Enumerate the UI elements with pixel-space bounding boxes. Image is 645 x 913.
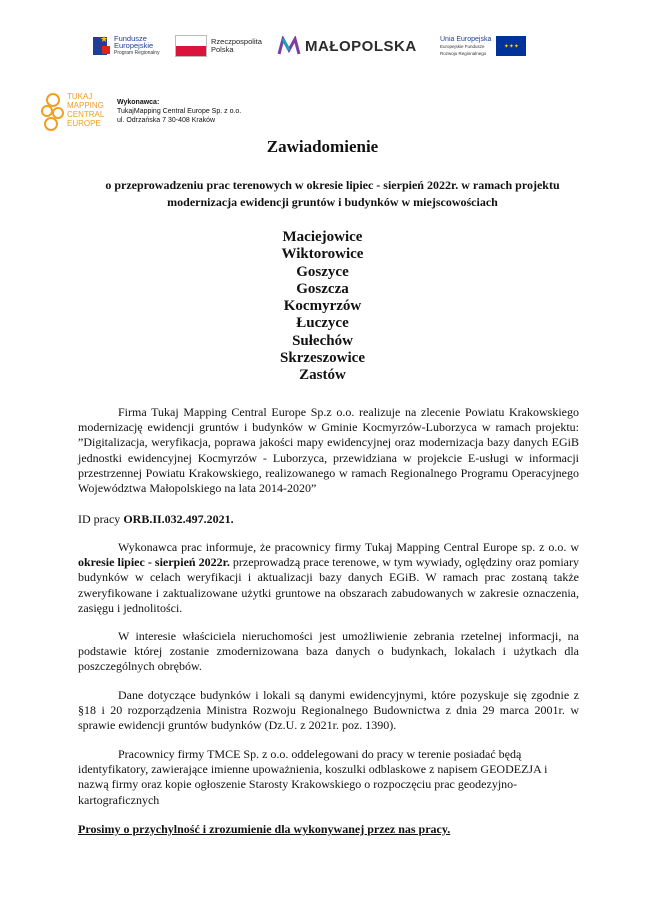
village-item: Goszyce [296,263,349,280]
republic-logo [175,28,262,64]
paragraph-staff-identification: Pracownicy firmy TMCE Sp. z o.o. oddelegowani do pracy w terenie posiadać będą identyfikatory, zawierające imienne upoważnienia, koszulki odblaskowe z napisem GEODEZJA i nazwą firmy oraz kopie ogłoszenie Starosty Krakowskiego o rozpoczęciu prac geodezyjno-kartograficznych [78,747,548,807]
funds-line2: Europejskie [114,41,154,51]
village-item: Kocmyrzów [283,298,362,315]
paragraph-project-description: Firma Tukaj Mapping Central Europe Sp.z o.o. realizuje na zlecenie Powiatu Krakowskiego modernizację ewidencji gruntów i budynków w Gminie Kocmyrzów-Luborzyca w ramach projektu: ”Digitalizacja, weryfikacja, poprawa jakości mapy ewidencyjnej oraz modernizacja bazy danych EGiB jednostki ewidencyjnej Kocmyrzów - Luborzyca, przewidziana w projekcie E-usługi w informacji przestrzennej Powiatu Krakowskiego, realizowanego w ramach Regionalnego Programu Operacyjnego Województwa Małopolskiego na lata 2014-2020” [78,405,579,496]
closing-statement: Prosimy o przychylność i zrozumienie dla wykonywanej przez nas pracy. [78,822,451,836]
eu-line1: Unia Europejska [440,35,492,43]
fieldwork-period: okresie lipiec - sierpień 2022r. [78,555,230,570]
company-logo-line3: CENTRAL [67,110,105,119]
eu-flag-icon: ✦✦✦ [496,36,526,56]
village-item: Maciejowice [282,229,363,245]
paragraph-legal-basis: Dane dotyczące budynków i lokali są danymi ewidencyjnymi, które pozyskuje się zgodnie z §18 i 20 rozporządzenia Ministra Rozwoju Regionalnego Budownictwa z dnia 29 marca 2001r. w sprawie ewidencji gruntów budynków (Dz.U. z 2021r. poz. 1390). [78,688,579,733]
village-item: Wiktorowice [281,246,364,263]
fieldwork-text-c: przeprowadzą prace terenowe, w tym wywiady, oględziny oraz pomiary budynków w celach weryfikacji i aktualizacji bazy danych EGiB. W ramach prac zostaną także zweryfikowane i zaktualizowane użytki gruntowe na obszarach zabudowanych w zakresie oznaczenia, zasięgu i jednolitości. [78,555,580,615]
village-item: Sułechów [292,332,353,349]
polish-flag-icon [175,35,207,57]
village-list [0,229,645,385]
eu-logo [440,28,526,64]
document-subtitle: o przeprowadzeniu prac terenowych w okresie lipiec - sierpień 2022r. w ramach projektu modernizacja ewidencji gruntów i budynków w miejscowościach [105,178,560,209]
work-id-label: ID pracy [78,512,121,526]
malopolska-wordmark: MAŁOPOLSKA [305,37,417,55]
company-logo-line1: TUKAJ [67,92,93,101]
village-item: Goszcza [296,280,349,297]
header-logos [0,28,645,64]
company-logo-line2: MAPPING [67,101,104,110]
contractor-label: Wykonawca: [117,99,160,106]
funds-emblem-icon: ★ [93,36,111,56]
document-title: Zawiadomienie [266,137,379,156]
village-item: Łuczyce [296,315,349,332]
contractor-name: TukajMapping Central Europe Sp. z o.o. [117,108,242,115]
eu-line2: Europejskie Fundusze [440,43,485,49]
eu-line3: Rozwoju Regionalnego [440,50,487,56]
funds-logo [93,28,160,64]
funds-line1: Fundusze [114,33,147,43]
village-item: Zastów [299,367,346,384]
funds-line3: Program Regionalny [114,49,160,56]
malopolska-emblem-icon [277,36,301,56]
work-id-line [78,512,234,527]
republic-line1: Rzeczpospolita [211,37,262,46]
paragraph-fieldwork-notice [78,540,579,616]
paragraph-owner-interest: W interesie właściciela nieruchomości jest umożliwienie zebrania rzetelnej informacji, na podstawie której zostanie zmodernizowana baza danych o budynkach, lokalach i użytkach dla poszczególnych obrębów. [78,629,579,674]
contractor-address: ul. Odrzańska 7 30-408 Kraków [117,117,216,124]
company-logo [40,92,110,134]
tmce-emblem-icon [40,92,66,134]
company-logo-line4: EUROPE [67,119,101,128]
contractor-info [117,98,241,125]
republic-line2: Polska [211,45,234,54]
malopolska-logo [277,28,417,64]
fieldwork-text-a: Wykonawca prac informuje, że pracownicy firmy Tukaj Mapping Central Europe sp. z o.o. w [118,540,579,554]
work-id-value: ORB.II.032.497.2021. [123,512,234,526]
village-item: Skrzeszowice [280,350,365,367]
